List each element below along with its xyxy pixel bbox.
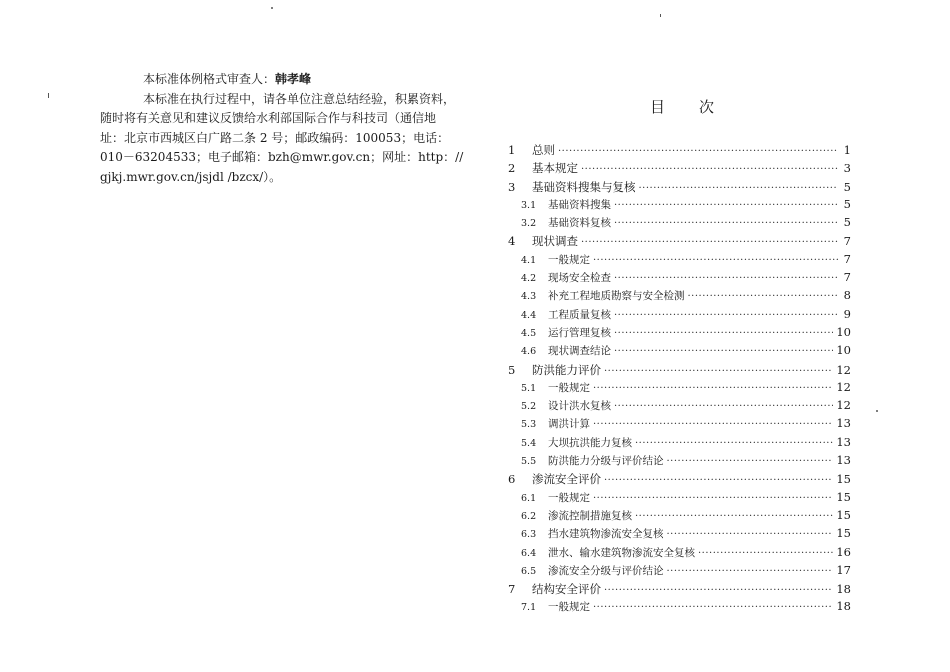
toc-leader-dots — [614, 218, 838, 229]
format-reviewer-line — [100, 70, 480, 90]
toc-entry-page: 7 — [843, 234, 851, 249]
toc-entry-number: 5.3 — [521, 419, 537, 431]
toc-entry-number: 7.1 — [521, 602, 537, 614]
toc-entry-number: 4.6 — [521, 346, 537, 358]
toc-entry[interactable] — [505, 435, 851, 453]
toc-entry-title: 工程质量复核 — [548, 308, 611, 321]
toc-entry-title: 基础资料复核 — [548, 217, 611, 230]
toc-entry[interactable] — [505, 453, 851, 471]
toc-entry-number: 2 — [508, 161, 516, 176]
toc-entry-title: 一般规定 — [548, 253, 590, 266]
toc-entry-title: 设计洪水复核 — [548, 400, 611, 413]
toc-entry[interactable] — [505, 471, 851, 489]
scan-speck — [876, 410, 878, 412]
toc-entry-number: 1 — [508, 143, 516, 157]
toc-leader-dots — [604, 585, 833, 596]
toc-entry[interactable] — [505, 362, 851, 380]
toc-entry-page: 5 — [843, 179, 851, 194]
toc-leader-dots — [604, 366, 833, 377]
toc-entry[interactable] — [505, 179, 851, 197]
left-page — [100, 70, 480, 187]
reviewer-label: 本标准体例格式审查人： — [143, 72, 276, 86]
toc-entry-number: 3.1 — [521, 199, 537, 211]
toc-entry-title: 渗流安全评价 — [532, 472, 601, 487]
toc-leader-dots — [614, 401, 833, 412]
paragraph-line: 本标准在执行过程中，请各单位注意总结经验，积累资料， — [143, 91, 456, 106]
toc-entry-page: 15 — [836, 472, 851, 487]
toc-entry[interactable] — [505, 252, 851, 270]
toc-entry-title: 渗流安全分级与评价结论 — [548, 564, 664, 577]
toc-entry-number: 4.2 — [521, 273, 537, 285]
toc-entry[interactable] — [505, 508, 851, 526]
toc-entry[interactable] — [505, 380, 851, 398]
toc-entry-title: 总则 — [532, 143, 555, 157]
toc-entry-title: 现状调查结论 — [548, 345, 611, 358]
toc-leader-dots — [614, 273, 838, 284]
toc-entry-title: 一般规定 — [548, 601, 590, 614]
toc-leader-dots — [593, 383, 833, 394]
toc-entry-number: 4.5 — [521, 327, 537, 339]
toc-entry-page: 12 — [836, 379, 851, 394]
toc-entry-title: 基础资料搜集与复核 — [532, 179, 636, 194]
toc-entry-page: 10 — [836, 343, 851, 358]
toc-entry-title: 结构安全评价 — [532, 582, 601, 597]
toc-entry[interactable] — [505, 581, 851, 599]
toc-entry-page: 13 — [836, 416, 851, 431]
toc-entry-page: 7 — [843, 251, 851, 266]
toc-entry-number: 5.2 — [521, 401, 537, 413]
toc-entry-page: 16 — [836, 544, 851, 559]
toc-entry-number: 6.5 — [521, 565, 537, 577]
toc-entry-page: 10 — [836, 324, 851, 339]
toc-entry-page: 15 — [836, 489, 851, 504]
toc-entry-title: 现场安全检查 — [548, 272, 611, 285]
toc-leader-dots — [614, 200, 838, 211]
toc-entry-title: 防洪能力评价 — [532, 362, 601, 377]
toc-leader-dots — [558, 146, 838, 157]
scan-speck — [660, 14, 661, 17]
toc-entry-number: 4 — [508, 234, 516, 249]
toc-entry-title: 补充工程地质勘察与安全检测 — [548, 290, 685, 303]
toc-entry[interactable] — [505, 398, 851, 416]
toc-entry[interactable] — [505, 307, 851, 325]
toc-entry-number: 3.2 — [521, 218, 537, 230]
toc-leader-dots — [593, 493, 833, 504]
toc-entry-number: 5 — [508, 362, 516, 377]
toc-entry-number: 6.4 — [521, 547, 537, 559]
toc-entry-title: 基础资料搜集 — [548, 198, 611, 211]
toc-entry-number: 4.4 — [521, 309, 537, 321]
toc-leader-dots — [593, 602, 833, 613]
table-of-contents — [505, 142, 851, 618]
scan-speck — [271, 7, 273, 9]
toc-leader-dots — [593, 255, 838, 266]
toc-entry-page: 9 — [843, 306, 851, 321]
toc-leader-dots — [639, 183, 839, 194]
toc-leader-dots — [614, 310, 838, 321]
toc-entry[interactable] — [505, 160, 851, 178]
toc-entry-number: 4.1 — [521, 254, 537, 266]
toc-leader-dots — [635, 438, 833, 449]
toc-entry[interactable] — [505, 197, 851, 215]
feedback-paragraph — [100, 90, 480, 188]
toc-entry[interactable] — [505, 490, 851, 508]
toc-entry[interactable] — [505, 526, 851, 544]
toc-entry-page: 18 — [836, 582, 851, 597]
toc-entry-page: 17 — [836, 562, 851, 577]
toc-entry-title: 一般规定 — [548, 381, 590, 394]
toc-leader-dots — [581, 164, 838, 175]
toc-title: 目次 — [650, 98, 749, 116]
toc-leader-dots — [614, 346, 833, 357]
toc-entry[interactable] — [505, 545, 851, 563]
toc-entry-title: 运行管理复核 — [548, 326, 611, 339]
toc-entry-number: 5.5 — [521, 456, 537, 468]
toc-leader-dots — [635, 511, 833, 522]
toc-entry-page: 5 — [843, 215, 851, 230]
toc-entry-title: 基本规定 — [532, 161, 578, 176]
toc-entry-page: 8 — [843, 288, 851, 303]
toc-entry-title: 防洪能力分级与评价结论 — [548, 455, 664, 468]
toc-leader-dots — [698, 548, 833, 559]
toc-entry-title: 渗流控制措施复核 — [548, 509, 632, 522]
paragraph-line: 址：北京市西城区白广路二条 2 号；邮政编码：100053；电话： — [100, 130, 450, 145]
toc-entry-page: 13 — [836, 453, 851, 468]
toc-entry[interactable] — [505, 416, 851, 434]
toc-entry[interactable] — [505, 563, 851, 581]
toc-entry-number: 7 — [508, 582, 516, 597]
reviewer-name: 韩孝峰 — [275, 72, 312, 86]
toc-leader-dots — [581, 237, 838, 248]
toc-entry[interactable] — [505, 599, 851, 617]
toc-leader-dots — [614, 328, 833, 339]
toc-entry-page: 15 — [836, 507, 851, 522]
toc-entry-title: 大坝抗洪能力复核 — [548, 436, 632, 449]
toc-entry-title: 泄水、输水建筑物渗流安全复核 — [548, 546, 695, 559]
toc-entry-page: 12 — [836, 362, 851, 377]
toc-entry-page: 7 — [843, 270, 851, 285]
toc-entry-number: 4.3 — [521, 291, 537, 303]
paragraph-line: gjkj.mwr.gov.cn/jsjdl /bzcx/）。 — [100, 169, 282, 184]
toc-entry[interactable] — [505, 343, 851, 361]
toc-entry-number: 5.4 — [521, 437, 537, 449]
toc-entry-title: 调洪计算 — [548, 418, 590, 431]
toc-entry-page: 3 — [843, 161, 851, 176]
toc-leader-dots — [667, 529, 834, 540]
toc-leader-dots — [593, 419, 833, 430]
toc-entry-number: 3 — [508, 179, 516, 194]
toc-entry[interactable] — [505, 270, 851, 288]
toc-entry-number: 6.1 — [521, 492, 537, 504]
toc-entry-page: 13 — [836, 434, 851, 449]
toc-entry[interactable] — [505, 142, 851, 160]
toc-leader-dots — [604, 475, 833, 486]
toc-entry[interactable] — [505, 325, 851, 343]
toc-entry-title: 挡水建筑物渗流安全复核 — [548, 528, 664, 541]
toc-entry[interactable] — [505, 233, 851, 251]
toc-entry-title: 现状调查 — [532, 234, 578, 249]
toc-leader-dots — [667, 566, 834, 577]
toc-entry-page: 18 — [836, 599, 851, 614]
toc-entry-page: 15 — [836, 526, 851, 541]
toc-entry-number: 6.2 — [521, 510, 537, 522]
toc-leader-dots — [688, 291, 839, 302]
toc-entry-number: 6 — [508, 472, 516, 487]
toc-entry[interactable] — [505, 288, 851, 306]
toc-entry-page: 5 — [843, 196, 851, 211]
toc-entry-title: 一般规定 — [548, 491, 590, 504]
toc-leader-dots — [667, 456, 834, 467]
toc-entry-number: 6.3 — [521, 529, 537, 541]
toc-entry[interactable] — [505, 215, 851, 233]
scan-speck — [48, 93, 49, 98]
paragraph-line: 随时将有关意见和建议反馈给水利部国际合作与科技司（通信地 — [100, 111, 437, 125]
toc-entry-page: 1 — [843, 143, 851, 157]
toc-entry-page: 12 — [836, 398, 851, 413]
paragraph-line: 010－63204533；电子邮箱：bzh@mwr.gov.cn；网址：http：// — [100, 150, 464, 164]
toc-entry-number: 5.1 — [521, 382, 537, 394]
